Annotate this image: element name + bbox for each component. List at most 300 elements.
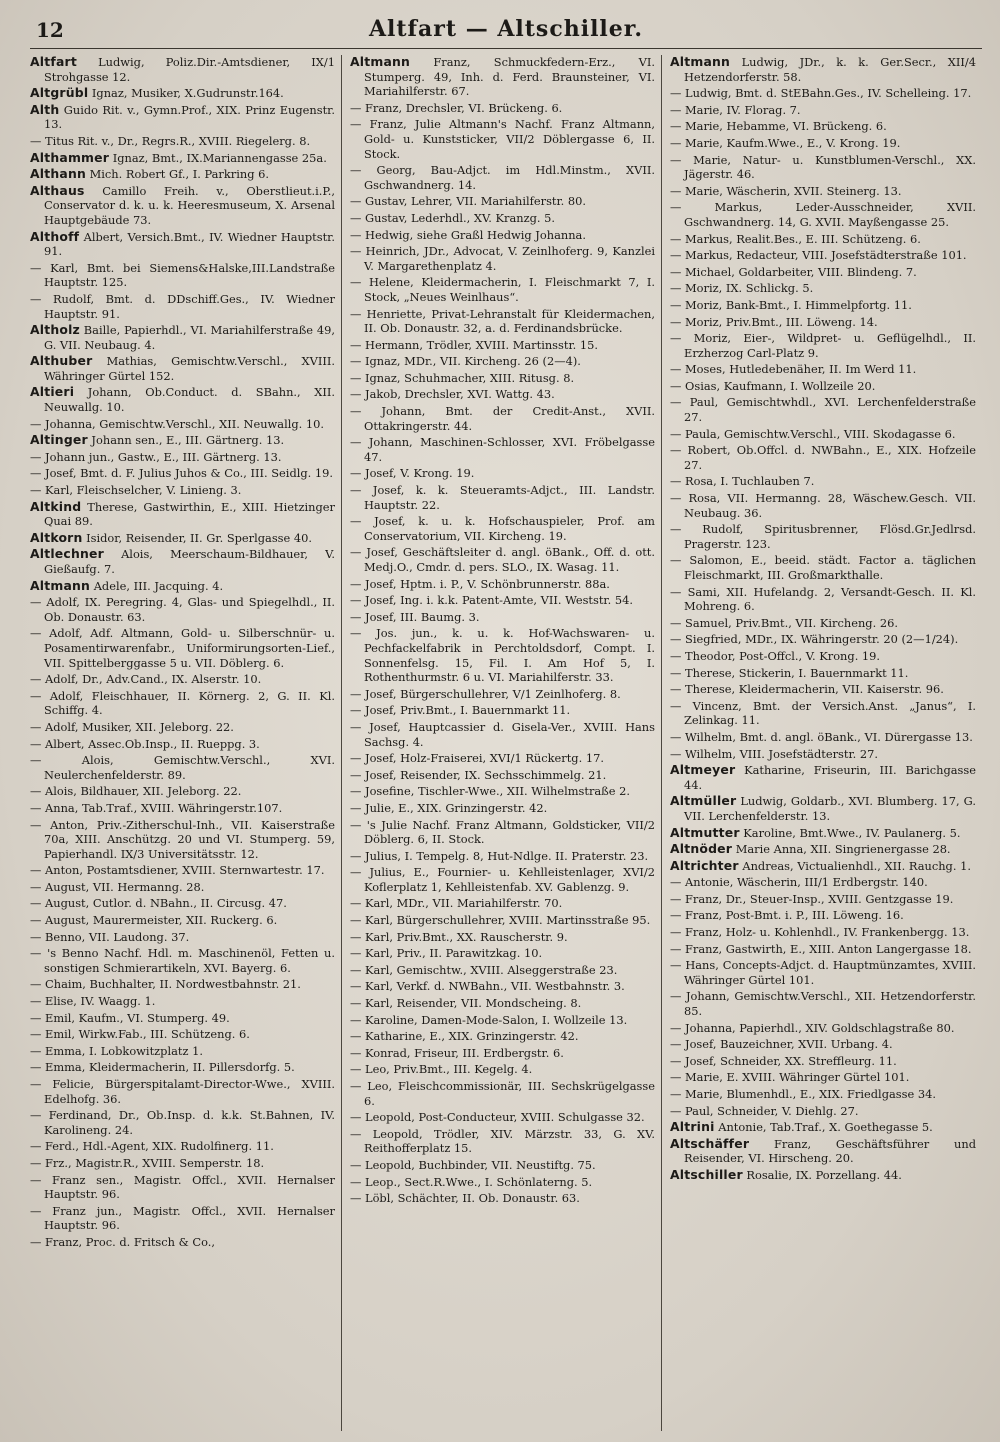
directory-entry — [30, 1011, 335, 1026]
entry-text: — Anton, Priv.-Zitherschul-Inh., VII. Kaiserstraße 70a, XIII. Anschützg. 20 und VI. Stumperg. 59, Papierhandl. IX/3 Universitätsstr. 12. — [30, 817, 335, 861]
entry-text: — Adolf, Adf. Altmann, Gold- u. Silberschnür- u. Posamentirwarenfabr., Uniformirungsorten-Lief., VII. Spittelberggasse 5 u. VII. Döblerg. 6. — [30, 626, 335, 670]
directory-entry — [670, 362, 976, 377]
entry-text: — Wilhelm, Bmt. d. angl. öBank., VI. Dürergasse 13. — [670, 729, 973, 744]
directory-entry — [350, 751, 655, 766]
directory-columns — [30, 55, 982, 1431]
directory-entry — [30, 323, 335, 352]
directory-entry — [670, 989, 976, 1018]
entry-text: — Johann, Maschinen-Schlosser, XVI. Fröbelgasse 47. — [350, 435, 655, 464]
directory-entry — [350, 768, 655, 783]
directory-entry — [350, 979, 655, 994]
directory-entry — [30, 230, 335, 259]
directory-entry — [670, 632, 976, 647]
directory-entry — [30, 500, 335, 529]
directory-entry — [350, 1110, 655, 1125]
entry-text: — Hermann, Trödler, XVIII. Martinsstr. 15. — [350, 337, 598, 352]
entry-surname: Altieri — [30, 384, 75, 400]
entry-text: — Emma, Kleidermacherin, II. Pillersdorfg. 5. — [30, 1060, 295, 1075]
entry-text: — Franz sen., Magistr. Offcl., XVII. Hernalser Hauptstr. 96. — [30, 1172, 335, 1202]
directory-entry — [350, 194, 655, 209]
directory-entry — [30, 55, 335, 84]
directory-entry — [670, 892, 976, 907]
entry-text: — Jakob, Drechsler, XVI. Wattg. 43. — [350, 387, 555, 402]
directory-entry — [350, 371, 655, 386]
entry-text: Franz, Schmuckfedern-Erz., VI. Stumperg. 49, Inh. d. Ferd. Braunsteiner, VI. Mariahilferstr. 67. — [364, 55, 655, 99]
directory-entry — [670, 908, 976, 923]
entry-text: — Franz, Drechsler, VI. Brückeng. 6. — [350, 100, 563, 115]
directory-entry — [30, 672, 335, 687]
directory-entry — [30, 994, 335, 1009]
directory-entry — [30, 450, 335, 465]
entry-text: Mich. Robert Gf., I. Parkring 6. — [85, 167, 269, 182]
entry-text: — Paula, Gemischtw.Verschl., VIII. Skodagasse 6. — [670, 426, 956, 441]
entry-text: — Paul, Schneider, V. Diehlg. 27. — [670, 1103, 859, 1118]
directory-entry — [30, 134, 335, 149]
entry-text: — Josef, k. u. k. Hofschauspieler, Prof. am Conservatorium, VII. Kircheng. 19. — [350, 514, 655, 543]
entry-text: — Adolf, Musiker, XII. Jeleborg. 22. — [30, 719, 234, 734]
directory-entry — [670, 553, 976, 582]
entry-text: — Ferdinand, Dr., Ob.Insp. d. k.k. St.Bahnen, IV. Karolineng. 24. — [30, 1108, 335, 1137]
entry-text: — Ludwig, Bmt. d. StEBahn.Ges., IV. Schelleing. 17. — [670, 86, 972, 101]
directory-entry — [670, 119, 976, 134]
directory-entry — [30, 720, 335, 735]
directory-entry — [350, 211, 655, 226]
directory-entry — [30, 946, 335, 975]
directory-entry — [350, 435, 655, 464]
directory-entry — [350, 55, 655, 99]
entry-text: — Josef, V. Krong. 19. — [350, 466, 475, 481]
entry-surname: Altmann — [30, 577, 91, 593]
directory-entry — [670, 491, 976, 520]
entry-text: — Titus Rit. v., Dr., Regrs.R., XVIII. Riegelerg. 8. — [30, 133, 311, 148]
directory-entry — [30, 1077, 335, 1106]
directory-entry — [670, 1120, 976, 1135]
entry-surname: Altschäffer — [670, 1135, 750, 1151]
directory-entry — [670, 842, 976, 857]
entry-text: — Moriz, Bank-Bmt., I. Himmelpfortg. 11. — [670, 297, 912, 312]
directory-entry — [350, 404, 655, 433]
directory-entry — [30, 261, 335, 290]
directory-entry — [30, 930, 335, 945]
directory-entry — [30, 433, 335, 448]
directory-entry — [350, 913, 655, 928]
directory-entry — [670, 649, 976, 664]
directory-entry — [350, 101, 655, 116]
entry-text: — Felicie, Bürgerspitalamt-Director-Wwe., XVIII. Edelhofg. 36. — [30, 1077, 335, 1106]
entry-surname: Althaus — [30, 182, 85, 198]
directory-entry — [670, 585, 976, 614]
entry-text: Rosalie, IX. Porzellang. 44. — [742, 1167, 902, 1182]
directory-entry — [30, 483, 335, 498]
entry-text: — Moriz, Eier-, Wildpret- u. Geflügelhdl., II. Erzherzog Carl-Platz 9. — [670, 331, 976, 360]
entry-text: Mathias, Gemischtw.Verschl., XVIII. Währinger Gürtel 152. — [44, 354, 335, 383]
entry-text: — Rudolf, Spiritusbrenner, Flösd.Gr.Jedlrsd. Pragerstr. 123. — [670, 522, 976, 551]
entry-text: — Marie, Hebamme, VI. Brückeng. 6. — [670, 119, 887, 134]
directory-entry — [350, 1046, 655, 1061]
directory-entry — [30, 753, 335, 782]
entry-text: — Hedwig, siehe Graßl Hedwig Johanna. — [350, 227, 586, 242]
entry-surname: Altholz — [30, 322, 80, 338]
entry-text: — Josef, Bürgerschullehrer, V/1 Zeinlhoferg. 8. — [350, 686, 621, 701]
entry-text: — Leopold, Trödler, XIV. Märzstr. 33, G. XV. Reithofferplatz 15. — [350, 1126, 655, 1156]
entry-text: Ignaz, Bmt., IX.Mariannengasse 25a. — [109, 150, 327, 165]
entry-text: — Frz., Magistr.R., XVIII. Semperstr. 18. — [30, 1155, 265, 1170]
entry-text: — Ignaz, MDr., VII. Kircheng. 26 (2—4). — [350, 354, 581, 369]
entry-text: — Franz, Gastwirth, E., XIII. Anton Langergasse 18. — [670, 941, 972, 956]
entry-text: — Johanna, Papierhdl., XIV. Goldschlagstraße 80. — [670, 1020, 955, 1035]
directory-entry — [670, 747, 976, 762]
directory-entry — [670, 315, 976, 330]
entry-text: — Marie, Blumenhdl., E., XIX. Friedlgasse 34. — [670, 1087, 936, 1101]
directory-entry — [350, 307, 655, 336]
entry-text: — Georg, Bau-Adjct. im Hdl.Minstm., XVII. Gschwandnerg. 14. — [350, 163, 655, 192]
column-left — [30, 55, 342, 1431]
entry-text: — Anna, Tab.Traf., XVIII. Währingerstr.107. — [30, 800, 283, 815]
entry-text: — Moses, Hutledebenäher, II. Im Werd 11. — [670, 362, 917, 377]
entry-surname: Althann — [30, 166, 86, 182]
entry-text: — Markus, Realit.Bes., E. III. Schützeng. 6. — [670, 231, 921, 246]
entry-text: Ignaz, Musiker, X.Gudrunstr.164. — [88, 86, 284, 101]
directory-entry — [30, 151, 335, 166]
directory-entry — [30, 1027, 335, 1042]
directory-entry — [670, 298, 976, 313]
directory-entry — [30, 1044, 335, 1059]
directory-entry — [350, 1079, 655, 1108]
directory-entry — [30, 1060, 335, 1075]
column-middle — [350, 55, 662, 1431]
directory-entry — [670, 136, 976, 151]
entry-text: — August, Maurermeister, XII. Ruckerg. 6. — [30, 913, 278, 928]
entry-text: — Vincenz, Bmt. der Versich.Anst. „Janus“, I. Zelinkag. 11. — [670, 698, 976, 728]
directory-entry — [670, 794, 976, 823]
entry-text: — Konrad, Friseur, III. Erdbergstr. 6. — [350, 1045, 564, 1060]
entry-text: — Franz, Dr., Steuer-Insp., XVIII. Gentzgasse 19. — [670, 891, 954, 906]
entry-text: — Leopold, Post-Conducteur, XVIII. Schulgasse 32. — [350, 1110, 645, 1125]
entry-surname: Althoff — [30, 228, 80, 244]
entry-text: — Rosa, VII. Hermanng. 28, Wäschew.Gesch. VII. Neubaug. 36. — [670, 491, 976, 520]
entry-text: — Julie, E., XIX. Grinzingerstr. 42. — [350, 800, 548, 815]
directory-entry — [350, 228, 655, 243]
directory-entry — [670, 86, 976, 101]
directory-entry — [30, 354, 335, 383]
entry-text: — Katharine, E., XIX. Grinzingerstr. 42. — [350, 1029, 579, 1044]
directory-entry — [30, 1173, 335, 1202]
entry-text: — Karl, Bmt. bei Siemens&Halske,III.Landstraße Hauptstr. 125. — [30, 260, 335, 290]
directory-entry — [670, 1021, 976, 1036]
directory-entry — [670, 200, 976, 229]
entry-text: Karoline, Bmt.Wwe., IV. Paulanerg. 5. — [739, 825, 961, 840]
entry-text: Baille, Papierhdl., VI. Mariahilferstraße 49, G. VII. Neubaug. 4. — [44, 323, 335, 352]
entry-surname: Altrini — [670, 1119, 715, 1135]
directory-entry — [670, 1087, 976, 1102]
entry-text: — Alois, Gemischtw.Verschl., XVI. Neulerchenfelderstr. 89. — [30, 753, 335, 782]
directory-entry — [670, 153, 976, 182]
entry-text: — Antonie, Wäscherin, III/1 Erdbergstr. 140. — [670, 875, 928, 890]
entry-text: Camillo Freih. v., Oberstlieut.i.P., Conservator d. k. u. k. Heeresmuseum, X. Arsenal Hauptgebäude 73. — [44, 183, 335, 227]
directory-entry — [670, 281, 976, 296]
directory-entry — [350, 610, 655, 625]
entry-surname: Altgrübl — [30, 85, 89, 101]
page-header — [30, 14, 982, 49]
directory-entry — [30, 977, 335, 992]
directory-entry — [350, 946, 655, 961]
entry-text: — Gustav, Lehrer, VII. Mariahilferstr. 80. — [350, 194, 587, 209]
directory-entry — [30, 184, 335, 228]
directory-entry — [670, 730, 976, 745]
entry-surname: Altkind — [30, 498, 82, 514]
entry-surname: Altmüller — [670, 793, 737, 809]
directory-entry — [670, 443, 976, 472]
entry-text: — Moriz, Priv.Bmt., III. Löweng. 14. — [670, 314, 878, 329]
directory-entry — [350, 577, 655, 592]
entry-text: — Anton, Postamtsdiener, XVIII. Sternwartestr. 17. — [30, 863, 325, 878]
entry-text: — Therese, Stickerin, I. Bauernmarkt 11. — [670, 665, 909, 680]
entry-surname: Altfart — [30, 55, 77, 69]
directory-entry — [670, 1137, 976, 1166]
entry-text: — Sami, XII. Hufelandg. 2, Versandt-Gesch. II. Kl. Mohreng. 6. — [670, 584, 976, 614]
directory-entry — [350, 896, 655, 911]
entry-surname: Altschiller — [670, 1166, 743, 1182]
entry-text: — Chaim, Buchhalter, II. Nordwestbahnstr. 21. — [30, 977, 301, 992]
directory-entry — [670, 942, 976, 957]
directory-entry — [670, 265, 976, 280]
directory-entry — [350, 818, 655, 847]
entry-text: — Johanna, Gemischtw.Verschl., XII. Neuwallg. 10. — [30, 416, 325, 431]
directory-entry — [670, 55, 976, 84]
directory-entry — [30, 417, 335, 432]
entry-text: — Franz, Julie Altmann's Nachf. Franz Altmann, Gold- u. Kunststicker, VII/2 Döblergasse 6, II. Stock. — [350, 117, 655, 161]
directory-entry — [670, 232, 976, 247]
directory-entry — [670, 522, 976, 551]
entry-text: — August, VII. Hermanng. 28. — [30, 879, 205, 894]
entry-text: — Karl, Verkf. d. NWBahn., VII. Westbahnstr. 3. — [350, 979, 625, 994]
directory-entry — [350, 387, 655, 402]
entry-text: — Salomon, E., beeid. städt. Factor a. täglichen Fleischmarkt, III. Großmarkthalle. — [670, 553, 976, 582]
directory-entry — [30, 801, 335, 816]
entry-text: — Leopold, Buchbinder, VII. Neustiftg. 75. — [350, 1157, 596, 1172]
entry-text: — Albert, Assec.Ob.Insp., II. Rueppg. 3. — [30, 736, 260, 751]
directory-entry — [30, 547, 335, 576]
directory-entry — [350, 1127, 655, 1156]
entry-text: — Marie, E. XVIII. Währinger Gürtel 101. — [670, 1070, 910, 1085]
directory-entry — [30, 626, 335, 670]
entry-text: — Henriette, Privat-Lehranstalt für Kleidermachen, II. Ob. Donaustr. 32, a. d. Ferdinandsbrücke. — [350, 306, 655, 336]
directory-entry — [350, 626, 655, 684]
entry-text: — Löbl, Schächter, II. Ob. Donaustr. 63. — [350, 1191, 580, 1206]
entry-text: — Adolf, Dr., Adv.Cand., IX. Alserstr. 10. — [30, 672, 262, 687]
directory-entry — [350, 117, 655, 161]
entry-text: — Emil, Wirkw.Fab., III. Schützeng. 6. — [30, 1027, 250, 1042]
directory-entry — [670, 1168, 976, 1183]
entry-text: Albert, Versich.Bmt., IV. Wiedner Hauptstr. 91. — [44, 229, 335, 259]
entry-text: — Josefine, Tischler-Wwe., XII. Wilhelmstraße 2. — [350, 784, 631, 799]
page-title: Altfart — Altschiller. — [368, 16, 644, 42]
entry-text: — Karl, Gemischtw., XVIII. Alseggerstraße 23. — [350, 962, 618, 977]
entry-text: Franz, Geschäftsführer und Reisender, VI. Hirscheng. 20. — [684, 1136, 976, 1166]
entry-text: — Karl, Fleischselcher, V. Linieng. 3. — [30, 483, 242, 498]
entry-text: — Josef, Holz-Fraiserei, XVI/1 Rückertg. 17. — [350, 751, 604, 766]
entry-surname: Altmann — [350, 55, 411, 69]
entry-surname: Altkorn — [30, 529, 83, 545]
directory-entry — [350, 1191, 655, 1206]
entry-text: — Karl, MDr., VII. Mariahilferstr. 70. — [350, 896, 563, 911]
directory-entry — [30, 896, 335, 911]
entry-text: — Marie, Kaufm.Wwe., E., V. Krong. 19. — [670, 135, 901, 150]
entry-text: — 's Julie Nachf. Franz Altmann, Goldsticker, VII/2 Döblerg. 6, II. Stock. — [350, 817, 655, 847]
entry-text: — 's Benno Nachf. Hdl. m. Maschinenöl, Fetten u. sonstigen Schmierartikeln, XVI. Bayerg. 6. — [30, 946, 335, 975]
entry-text: — Michael, Goldarbeiter, VIII. Blindeng. 7. — [670, 264, 917, 279]
directory-entry — [670, 925, 976, 940]
directory-entry — [30, 1204, 335, 1233]
entry-text: — Leop., Sect.R.Wwe., I. Schönlaterng. 5. — [350, 1174, 593, 1189]
entry-text: — Josef, Reisender, IX. Sechsschimmelg. 21. — [350, 767, 607, 782]
directory-entry — [30, 737, 335, 752]
directory-entry — [30, 1108, 335, 1137]
column-right — [670, 55, 982, 1431]
directory-entry — [350, 545, 655, 574]
entry-text: — Franz, Proc. d. Fritsch & Co., — [30, 1234, 215, 1249]
entry-text: — Samuel, Priv.Bmt., VII. Kircheng. 26. — [670, 615, 898, 630]
directory-entry — [30, 1139, 335, 1154]
directory-entry — [670, 379, 976, 394]
directory-entry — [350, 1013, 655, 1028]
entry-text: — Markus, Redacteur, VIII. Josefstädterstraße 101. — [670, 248, 967, 263]
entry-text: — Paul, Gemischtwhdl., XVI. Lerchenfelderstraße 27. — [670, 395, 976, 425]
entry-text: — Josef, Bmt. d. F. Julius Juhos & Co., III. Seidlg. 19. — [30, 466, 334, 481]
entry-text: — Leo, Priv.Bmt., III. Kegelg. 4. — [350, 1062, 533, 1077]
entry-text: — Josef, Hptm. i. P., V. Schönbrunnerstr. 88a. — [350, 576, 610, 591]
page-number: 12 — [36, 18, 64, 42]
entry-text: Therese, Gastwirthin, E., XIII. Hietzinger Quai 89. — [44, 499, 335, 529]
directory-entry — [670, 331, 976, 360]
directory-entry — [30, 579, 335, 594]
entry-text: — Adolf, Fleischhauer, II. Körnerg. 2, G. II. Kl. Schiffg. 4. — [30, 688, 335, 718]
directory-entry — [670, 184, 976, 199]
entry-text: Isidor, Reisender, II. Gr. Sperlgasse 40. — [82, 530, 313, 545]
directory-entry — [350, 1062, 655, 1077]
entry-text: — August, Cutlor. d. NBahn., II. Circusg. 47. — [30, 896, 287, 911]
directory-entry — [350, 865, 655, 894]
entry-text: Johann, Ob.Conduct. d. SBahn., XII. Neuwallg. 10. — [44, 385, 335, 415]
directory-entry — [670, 427, 976, 442]
directory-entry — [670, 474, 976, 489]
entry-text: — Karl, Priv.Bmt., XX. Rauscherstr. 9. — [350, 929, 568, 944]
directory-entry — [670, 1037, 976, 1052]
directory-entry — [30, 385, 335, 414]
entry-text: Ludwig, Goldarb., XVI. Blumberg. 17, G. VII. Lerchenfelderstr. 13. — [684, 794, 976, 823]
directory-entry — [350, 275, 655, 304]
directory-entry — [30, 818, 335, 862]
directory-entry — [350, 1029, 655, 1044]
directory-entry — [670, 763, 976, 792]
directory-entry — [30, 1156, 335, 1171]
directory-entry — [350, 720, 655, 749]
entry-text: — Franz jun., Magistr. Offcl., XVII. Hernalser Hauptstr. 96. — [30, 1203, 335, 1233]
directory-entry — [350, 1158, 655, 1173]
directory-entry — [30, 531, 335, 546]
entry-surname: Altinger — [30, 432, 88, 448]
directory-entry — [30, 913, 335, 928]
entry-text: — Julius, E., Fournier- u. Kehlleistenlager, XVI/2 Koflerplatz 1, Kehlleistenfab. XV. Gablenzg. 9. — [350, 865, 655, 894]
entry-surname: Altmeyer — [670, 762, 736, 778]
directory-entry — [30, 689, 335, 718]
entry-text: — Moriz, IX. Schlickg. 5. — [670, 281, 814, 296]
directory-entry — [350, 483, 655, 512]
entry-text: Alois, Meerschaum-Bildhauer, V. Gießaufg. 7. — [44, 547, 335, 576]
directory-entry — [670, 666, 976, 681]
entry-text: — Theodor, Post-Offcl., V. Krong. 19. — [670, 648, 881, 663]
entry-surname: Altnöder — [670, 841, 733, 857]
directory-entry — [670, 875, 976, 890]
directory-entry — [670, 682, 976, 697]
directory-entry — [670, 1070, 976, 1085]
entry-text: — Johann jun., Gastw., E., III. Gärtnerg. 13. — [30, 449, 282, 464]
directory-entry — [30, 1235, 335, 1250]
directory-entry — [350, 801, 655, 816]
entry-text: — Benno, VII. Laudong. 37. — [30, 929, 190, 944]
entry-text: — Rosa, I. Tuchlauben 7. — [670, 474, 815, 489]
entry-text: — Siegfried, MDr., IX. Währingerstr. 20 (2—1/24). — [670, 632, 959, 647]
directory-entry — [350, 849, 655, 864]
entry-text: — Ignaz, Schuhmacher, XIII. Ritusg. 8. — [350, 370, 575, 385]
directory-entry — [350, 514, 655, 543]
directory-entry — [670, 103, 976, 118]
entry-text: — Robert, Ob.Offcl. d. NWBahn., E., XIX. Hofzeile 27. — [670, 443, 976, 472]
entry-text: — Franz, Holz- u. Kohlenhdl., IV. Frankenbergg. 13. — [670, 925, 970, 940]
directory-entry — [670, 248, 976, 263]
entry-text: — Heinrich, JDr., Advocat, V. Zeinlhoferg. 9, Kanzlei V. Margarethenplatz 4. — [350, 244, 655, 273]
entry-text: Katharine, Friseurin, III. Barichgasse 44. — [684, 763, 976, 792]
directory-entry — [350, 703, 655, 718]
entry-surname: Altmann — [670, 55, 731, 69]
directory-entry — [30, 86, 335, 101]
entry-text: — Franz, Post-Bmt. i. P., III. Löweng. 16. — [670, 908, 904, 923]
entry-text: — Josef, Ing. i. k.k. Patent-Amte, VII. Weststr. 54. — [350, 593, 633, 608]
entry-text: — Julius, I. Tempelg. 8, Hut-Ndlge. II. Praterstr. 23. — [350, 848, 649, 863]
entry-text: — Josef, Hauptcassier d. Gisela-Ver., XVIII. Hans Sachsg. 4. — [350, 719, 655, 749]
entry-text: Andreas, Victualienhdl., XII. Rauchg. 1. — [738, 858, 971, 873]
directory-entry — [30, 863, 335, 878]
entry-surname: Altmutter — [670, 824, 740, 840]
directory-entry — [670, 958, 976, 987]
entry-surname: Altlechner — [30, 546, 104, 562]
directory-entry — [350, 1175, 655, 1190]
entry-text: Marie Anna, XII. Singrienergasse 28. — [732, 842, 951, 857]
directory-entry — [350, 338, 655, 353]
directory-entry — [670, 1104, 976, 1119]
directory-entry — [30, 880, 335, 895]
entry-text: — Karl, Priv., II. Parawitzkag. 10. — [350, 946, 543, 961]
directory-entry — [670, 826, 976, 841]
entry-text: Adele, III. Jacquing. 4. — [90, 578, 224, 593]
entry-text: — Wilhelm, VIII. Josefstädterstr. 27. — [670, 746, 879, 761]
entry-text: — Josef, Geschäftsleiter d. angl. öBank., Off. d. ott. Medj.O., Cmdr. d. pers. SLO., IX. Wasag. 11. — [350, 545, 655, 574]
directory-entry — [670, 699, 976, 728]
directory-entry — [30, 292, 335, 321]
directory-entry — [30, 784, 335, 799]
directory-entry — [350, 930, 655, 945]
directory-entry — [350, 244, 655, 273]
directory-entry — [30, 466, 335, 481]
entry-text: — Marie, Natur- u. Kunstblumen-Verschl., XX. Jägerstr. 46. — [670, 152, 976, 182]
directory-entry — [670, 616, 976, 631]
entry-text: Johann sen., E., III. Gärtnerg. 13. — [87, 433, 285, 448]
entry-text: — Josef, III. Baumg. 3. — [350, 609, 480, 624]
directory-entry — [30, 167, 335, 182]
entry-surname: Alth — [30, 101, 60, 117]
entry-text: — Osias, Kaufmann, I. Wollzeile 20. — [670, 378, 876, 393]
entry-text: Ludwig, JDr., k. k. Ger.Secr., XII/4 Hetzendorferstr. 58. — [684, 55, 976, 84]
